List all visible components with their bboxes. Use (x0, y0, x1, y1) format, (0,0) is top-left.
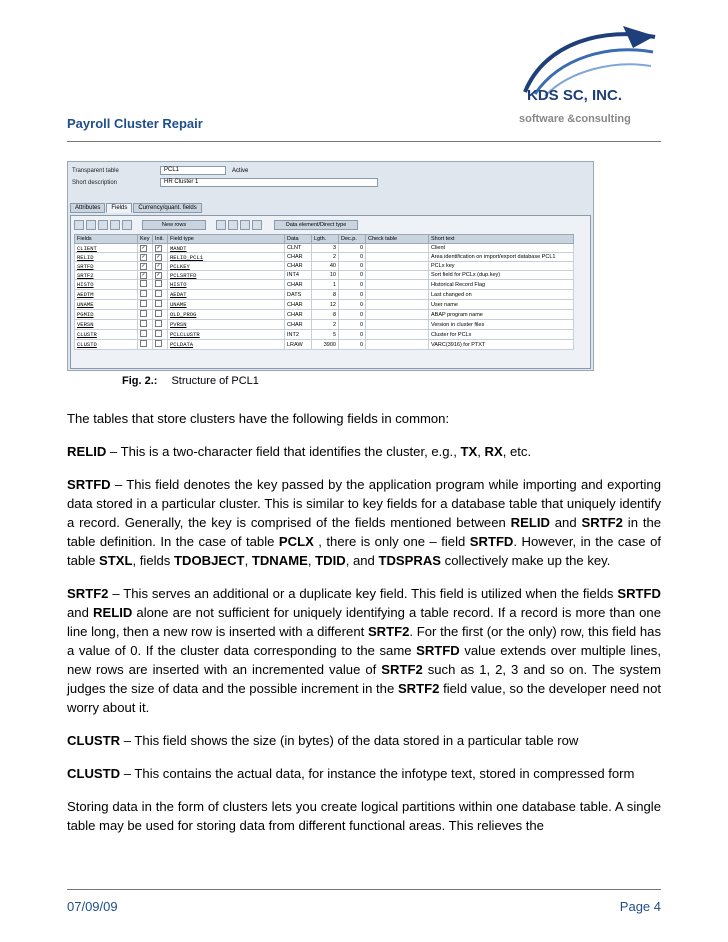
dec-places-cell: 0 (339, 300, 366, 310)
data-type-cell: LRAW (285, 340, 312, 350)
data-type-cell: CLNT (285, 244, 312, 253)
field-type-cell: RELID_PCL1 (168, 253, 285, 262)
text-run: , etc. (502, 444, 532, 459)
data-type-cell: CHAR (285, 280, 312, 290)
key-checkbox-box: ✓ (141, 244, 146, 251)
bold-term: CLUSTD (67, 766, 121, 781)
init-checkbox-box (155, 340, 162, 347)
sap-toolbar (74, 220, 358, 230)
key-checkbox-box (140, 310, 147, 317)
text-run: , (244, 553, 252, 568)
short-text-cell: PCLx key (429, 262, 574, 271)
field-type-cell: PCLCLUSTR (168, 330, 285, 340)
check-table-cell (366, 253, 429, 262)
col-dec-places: Dec.p. (339, 235, 366, 244)
text-run: – This contains the actual data, for instance the infotype text, stored in compressed form (120, 766, 635, 781)
data-element-direct-type-button: Data element/Direct type (274, 220, 358, 230)
short-text-cell: Cluster for PCLx (429, 330, 574, 340)
text-run: . However, in the case of table (67, 534, 661, 568)
init-checkbox (153, 280, 168, 290)
dec-places-cell: 0 (339, 280, 366, 290)
text-run: , (307, 553, 316, 568)
check-table-cell (366, 310, 429, 320)
field-name-cell: SRTFD (75, 262, 138, 271)
col-data-type: Data (285, 235, 312, 244)
key-checkbox (138, 262, 153, 271)
text-run: , there is only one – field (313, 534, 470, 549)
length-cell: 1 (312, 280, 339, 290)
init-checkbox-box (155, 320, 162, 327)
dec-places-cell: 0 (339, 290, 366, 300)
init-checkbox-box: ✓ (156, 271, 161, 278)
fields-table-body (75, 244, 574, 350)
bold-term: SRTF2 (367, 624, 410, 639)
paragraph (67, 731, 661, 750)
short-text-cell: Area identification on import/export database PCL1 (429, 253, 574, 262)
paragraph (67, 764, 661, 783)
field-name-cell: UNAME (75, 300, 138, 310)
toolbar-settings-icon (252, 220, 262, 230)
init-checkbox (153, 262, 168, 271)
init-checkbox (153, 330, 168, 340)
field-name-cell: VERSN (75, 320, 138, 330)
text-run: and (67, 605, 93, 620)
key-checkbox-box (140, 330, 147, 337)
key-checkbox-box (140, 290, 147, 297)
text-run: – This field shows the size (in bytes) of the data stored in a particular table row (120, 733, 579, 748)
text-run: – This serves an additional or a duplicate key field. This field is utilized when the fields (108, 586, 618, 601)
bold-term: STXL (99, 553, 133, 568)
col-length: Lgth. (312, 235, 339, 244)
init-checkbox-box: ✓ (156, 253, 161, 260)
text-run: alone are not sufficient for uniquely identifying a table record. If a record is more than one line long, then a new row is inserted with a different (67, 605, 662, 639)
length-cell: 10 (312, 271, 339, 280)
text-run: in the table definition. In the case of table (67, 515, 662, 549)
field-name-cell: CLIENT (75, 244, 138, 253)
text-run: . For the first (or the only) row, this field has a value of 0. If the cluster data corresponding to the same (67, 624, 662, 658)
footer-divider (67, 889, 661, 890)
figure-caption (122, 375, 259, 387)
check-table-cell (366, 271, 429, 280)
field-type-cell: OLD_PROG (168, 310, 285, 320)
short-description-label: Short description (72, 179, 118, 186)
bold-term: TDOBJECT (173, 553, 245, 568)
key-checkbox-box (140, 300, 147, 307)
bold-term: SRTF2 (581, 515, 623, 530)
check-table-cell (366, 244, 429, 253)
dec-places-cell: 0 (339, 320, 366, 330)
bold-term: SRTFD (617, 586, 661, 601)
caption-label: Fig. 2.: (122, 375, 158, 387)
short-description-row (70, 178, 378, 187)
key-checkbox (138, 300, 153, 310)
init-checkbox (153, 300, 168, 310)
field-name-cell: AEDTM (75, 290, 138, 300)
check-table-cell (366, 262, 429, 271)
footer-date: 07/09/09 (67, 899, 118, 914)
length-cell: 8 (312, 310, 339, 320)
text-run: field value, so the developer need not worry about it. (67, 681, 661, 715)
key-checkbox-box: ✓ (141, 253, 146, 260)
init-checkbox (153, 244, 168, 253)
footer-page-number: Page 4 (619, 899, 661, 914)
col-check-table: Check table (366, 235, 429, 244)
data-type-cell: CHAR (285, 300, 312, 310)
field-type-cell: UNAME (168, 300, 285, 310)
bold-term: TDNAME (251, 553, 308, 568)
dec-places-cell: 0 (339, 271, 366, 280)
toolbar-search-help-icon (240, 220, 250, 230)
field-type-cell: HISTO (168, 280, 285, 290)
init-checkbox-box (155, 280, 162, 287)
toolbar-insert-icon (110, 220, 120, 230)
sap-screenshot-figure (67, 161, 594, 371)
length-cell: 40 (312, 262, 339, 271)
col-field-type: Field type (168, 235, 285, 244)
bold-term: RELID (67, 444, 107, 459)
bold-term: TDID (315, 553, 346, 568)
table-row (75, 310, 574, 320)
tab-currency-quant-fields: Currency/quant. fields (133, 203, 201, 213)
fields-panel (70, 215, 591, 369)
paragraph (67, 797, 661, 835)
field-name-cell: RELID (75, 253, 138, 262)
text-run: value extends over multiple lines, new rows are inserted with an incremented value of (67, 643, 661, 677)
table-row (75, 300, 574, 310)
table-status: Active (232, 167, 249, 174)
field-name-cell: HISTO (75, 280, 138, 290)
data-type-cell: CHAR (285, 253, 312, 262)
check-table-cell (366, 300, 429, 310)
bold-term: SRTF2 (67, 586, 109, 601)
fields-table-header (75, 235, 574, 244)
init-checkbox-box (155, 330, 162, 337)
data-type-cell: DATS (285, 290, 312, 300)
length-cell: 3 (312, 244, 339, 253)
table-row (75, 320, 574, 330)
bold-term: RX (484, 444, 503, 459)
short-text-cell: Last changed on (429, 290, 574, 300)
init-checkbox-box: ✓ (156, 262, 161, 269)
short-text-cell: Historical Record Flag (429, 280, 574, 290)
key-checkbox-box (140, 280, 147, 287)
data-type-cell: CHAR (285, 310, 312, 320)
short-text-cell: User name (429, 300, 574, 310)
table-row (75, 271, 574, 280)
toolbar-delete-icon (122, 220, 132, 230)
bold-term: SRTF2 (381, 662, 423, 677)
init-checkbox (153, 310, 168, 320)
short-text-cell: Version in cluster files (429, 320, 574, 330)
transparent-table-value: PCL1 (160, 166, 226, 175)
length-cell: 5 (312, 330, 339, 340)
bold-term: TX (460, 444, 478, 459)
dec-places-cell: 0 (339, 330, 366, 340)
bold-term: SRTFD (469, 534, 514, 549)
init-checkbox-box (155, 290, 162, 297)
paragraph (67, 409, 661, 428)
short-text-cell: VARC(3916) for PTXT (429, 340, 574, 350)
text-run: Storing data in the form of clusters lets you create logical partitions within one database table. A single table may be used for storing data from different functional areas. This relieves the (67, 799, 661, 833)
bold-term: PCLX (278, 534, 314, 549)
key-checkbox (138, 330, 153, 340)
text-run: such as 1, 2, 3 and so on. The system judges the size of data and the possible increment in the (67, 662, 661, 696)
field-type-cell: MANDT (168, 244, 285, 253)
field-type-cell: AEDAT (168, 290, 285, 300)
short-text-cell: Client (429, 244, 574, 253)
key-checkbox (138, 253, 153, 262)
table-row (75, 330, 574, 340)
length-cell: 2 (312, 320, 339, 330)
text-run: – This is a two-character field that identifies the cluster, e.g., (106, 444, 461, 459)
text-run: collectively make up the key. (441, 553, 611, 568)
caption-text: Structure of PCL1 (171, 375, 259, 387)
init-checkbox (153, 320, 168, 330)
text-run: – This field denotes the key passed by the application program while importing and exporting data stored in a particular cluster. This is similar to key fields for a database table that uniquely identify a record. Generally, the key is comprised of the fields mentioned between (67, 477, 661, 530)
length-cell: 12 (312, 300, 339, 310)
bold-term: SRTFD (67, 477, 111, 492)
text-run: , and (345, 553, 379, 568)
text-run: , (477, 444, 485, 459)
toolbar-cut-icon (74, 220, 84, 230)
transparent-table-label: Transparent table (72, 167, 119, 174)
init-checkbox (153, 290, 168, 300)
check-table-cell (366, 280, 429, 290)
field-name-cell: SRTF2 (75, 271, 138, 280)
table-row (75, 280, 574, 290)
init-checkbox (153, 271, 168, 280)
col-short-text: Short text (429, 235, 574, 244)
key-checkbox (138, 271, 153, 280)
short-description-value: HR Cluster 1 (160, 178, 378, 187)
fields-table (74, 234, 574, 350)
col-fields: Fields (75, 235, 138, 244)
bold-term: SRTF2 (397, 681, 440, 696)
bold-term: SRTFD (416, 643, 460, 658)
check-table-cell (366, 330, 429, 340)
key-checkbox-box: ✓ (141, 271, 146, 278)
field-type-cell: PCLSRTFD (168, 271, 285, 280)
bold-term: CLUSTR (67, 733, 121, 748)
length-cell: 8 (312, 290, 339, 300)
field-type-cell: PVRSN (168, 320, 285, 330)
dec-places-cell: 0 (339, 244, 366, 253)
col-key: Key (138, 235, 153, 244)
data-type-cell: CHAR (285, 320, 312, 330)
sap-tabs (70, 203, 202, 213)
transparent-table-row (70, 166, 248, 175)
logo-company-name: KDS SC, INC. (527, 87, 623, 104)
new-rows-button: New rows (142, 220, 206, 230)
init-checkbox (153, 253, 168, 262)
check-table-cell (366, 290, 429, 300)
table-row (75, 262, 574, 271)
text-run: The tables that store clusters have the following fields in common: (67, 411, 450, 426)
table-row (75, 340, 574, 350)
text-run: and (549, 515, 582, 530)
table-row (75, 253, 574, 262)
tab-attributes: Attributes (70, 203, 105, 213)
bold-term: RELID (510, 515, 550, 530)
table-row (75, 244, 574, 253)
key-checkbox (138, 320, 153, 330)
dec-places-cell: 0 (339, 253, 366, 262)
paragraph (67, 475, 661, 570)
length-cell: 2 (312, 253, 339, 262)
key-checkbox (138, 310, 153, 320)
bold-term: RELID (93, 605, 133, 620)
key-checkbox (138, 244, 153, 253)
toolbar-copy-icon (86, 220, 96, 230)
short-text-cell: Sort field for PCLx (dup.key) (429, 271, 574, 280)
dec-places-cell: 0 (339, 262, 366, 271)
init-checkbox-box (155, 300, 162, 307)
document-title: Payroll Cluster Repair (67, 116, 203, 131)
dec-places-cell: 0 (339, 310, 366, 320)
logo-tagline: software &consulting (519, 113, 631, 125)
header-divider (67, 141, 661, 142)
toolbar-paste-icon (98, 220, 108, 230)
text-run: , fields (132, 553, 174, 568)
field-name-cell: CLUSTR (75, 330, 138, 340)
field-type-cell: PCLKEY (168, 262, 285, 271)
tab-fields: Fields (106, 203, 132, 213)
init-checkbox-box: ✓ (156, 244, 161, 251)
table-row (75, 290, 574, 300)
toolbar-find-icon (216, 220, 226, 230)
paragraph (67, 584, 661, 717)
body-text (67, 409, 661, 849)
field-type-cell: PCLDATA (168, 340, 285, 350)
paragraph (67, 442, 661, 461)
data-type-cell: INT4 (285, 271, 312, 280)
bold-term: TDSPRAS (378, 553, 442, 568)
length-cell: 3900 (312, 340, 339, 350)
key-checkbox (138, 280, 153, 290)
init-checkbox-box (155, 310, 162, 317)
toolbar-find-next-icon (228, 220, 238, 230)
short-text-cell: ABAP program name (429, 310, 574, 320)
col-init: Init. (153, 235, 168, 244)
check-table-cell (366, 320, 429, 330)
field-name-cell: CLUSTD (75, 340, 138, 350)
key-checkbox-box (140, 340, 147, 347)
data-type-cell: INT2 (285, 330, 312, 340)
check-table-cell (366, 340, 429, 350)
key-checkbox-box: ✓ (141, 262, 146, 269)
key-checkbox (138, 340, 153, 350)
field-name-cell: PGMID (75, 310, 138, 320)
key-checkbox (138, 290, 153, 300)
dec-places-cell: 0 (339, 340, 366, 350)
key-checkbox-box (140, 320, 147, 327)
data-type-cell: CHAR (285, 262, 312, 271)
init-checkbox (153, 340, 168, 350)
